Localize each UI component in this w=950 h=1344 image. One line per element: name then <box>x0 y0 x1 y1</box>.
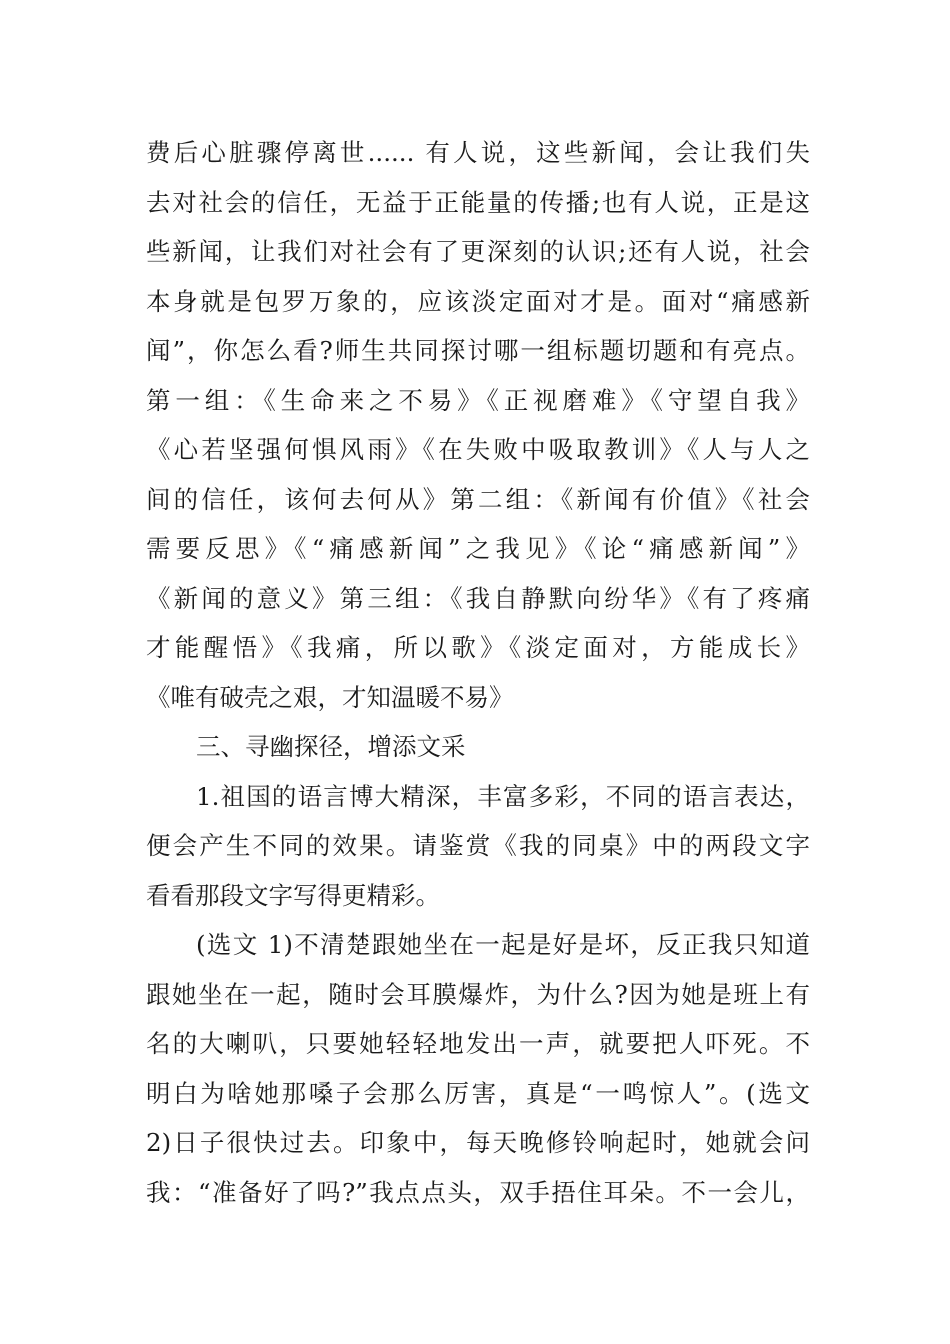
text-line: 跟她坐在一起，随时会耳膜爆炸，为什么?因为她是班上有 <box>146 979 810 1009</box>
text-line: 本身就是包罗万象的，应该淡定面对才是。面对“痛感新 <box>146 286 810 316</box>
body-text <box>146 128 810 1217</box>
text-line: 看看那段文字写得更精彩。 <box>146 880 440 910</box>
text-line: 便会产生不同的效果。请鉴赏《我的同桌》中的两段文字 <box>146 831 810 860</box>
text-line: 些新闻，让我们对社会有了更深刻的认识;还有人说，社会 <box>146 237 810 266</box>
text-line: 名的大喇叭，只要她轻轻地发出一声，就要把人吓死。不 <box>146 1029 810 1058</box>
text-line: 间的信任，该何去何从》第二组：《新闻有价值》《社会 <box>146 484 810 514</box>
text-line: 需要反思》《“痛感新闻”之我见》《论“痛感新闻”》 <box>146 534 810 563</box>
text-line: 才能醒悟》《我痛，所以歌》《淡定面对，方能成长》 <box>146 633 810 662</box>
text-line: 明白为啥她那嗓子会那么厉害，真是“一鸣惊人”。(选文 <box>146 1078 810 1108</box>
text-line: 闻”，你怎么看?师生共同探讨哪一组标题切题和有亮点。 <box>146 336 810 365</box>
text-line: 《唯有破壳之艰，才知温暖不易》 <box>146 682 514 712</box>
text-line: 我：“准备好了吗?”我点点头，双手捂住耳朵。不一会儿， <box>146 1177 810 1207</box>
text-line: 《心若坚强何惧风雨》《在失败中吸取教训》《人与人之 <box>146 435 810 464</box>
text-line: 费后心脏骤停离世...... 有人说，这些新闻，会让我们失 <box>146 138 810 167</box>
text-line: 去对社会的信任，无益于正能量的传播;也有人说，正是这 <box>146 187 810 217</box>
text-line: 2)日子很快过去。印象中，每天晚修铃响起时，她就会问 <box>146 1128 810 1157</box>
text-line: 三、寻幽探径，增添文采 <box>196 732 466 761</box>
text-line: 《新闻的意义》第三组：《我自静默向纷华》《有了疼痛 <box>146 583 810 613</box>
text-line: (选文 1)不清楚跟她坐在一起是好是坏，反正我只知道 <box>196 930 810 959</box>
text-line: 1.祖国的语言博大精深，丰富多彩，不同的语言表达， <box>196 781 810 811</box>
text-line: 第一组：《生命来之不易》《正视磨难》《守望自我》 <box>146 385 810 415</box>
